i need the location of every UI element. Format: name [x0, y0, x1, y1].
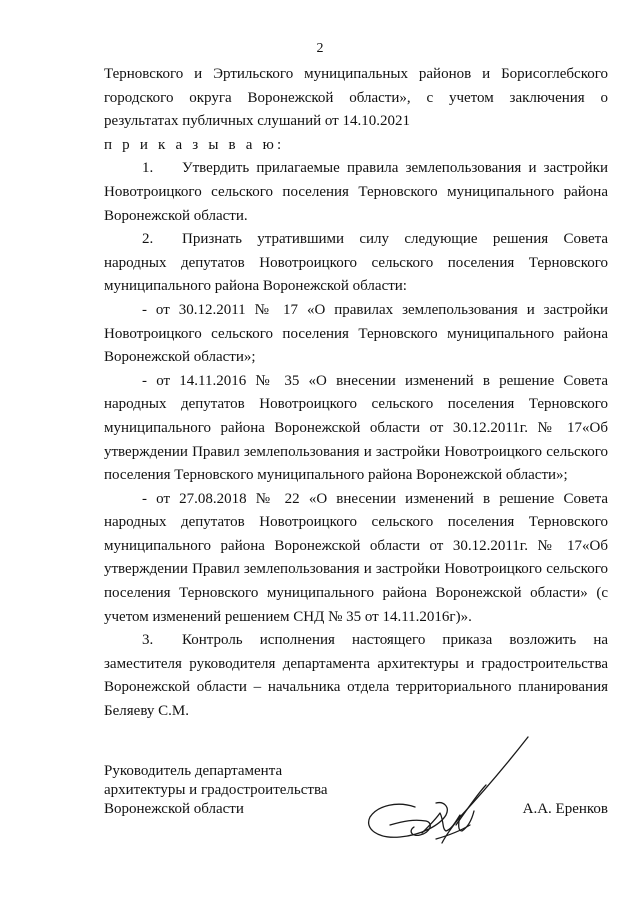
intro-line-1: Терновского и Эртильского муниципальных районов и Борисоглебского: [104, 66, 608, 82]
sub-item-2: - от 14.11.2016 № 35 «О внесении изменений в решение Совета народных депутатов Новотроицкого сельского поселения Терновского муниципального района Воронежской области от 30.12.2011г. № 17«Об утверждении Правил землепользования и застройки Новотроицкого сельского поселения Терновского муниципального района Воронежской области»;: [104, 372, 608, 484]
item-3: [104, 629, 608, 723]
position-line-1: Руководитель департамента: [104, 763, 283, 779]
item-2: [104, 228, 608, 299]
item-1-number: 1.: [142, 160, 154, 177]
position-line-2: архитектуры и градостроительства: [104, 782, 328, 798]
intro-line-3: результатах публичных слушаний от 14.10.2021: [104, 113, 410, 130]
document-body: [104, 63, 608, 724]
item-1: [104, 157, 608, 228]
item-2-number: 2.: [142, 231, 154, 248]
page-number: 2: [316, 41, 324, 56]
signatory-position: [104, 762, 327, 819]
intro-line-2: городского округа Воронежской области», с учетом заключения о: [104, 89, 608, 106]
item-2-text: Признать утратившими силу следующие решения Совета народных депутатов Новотроицкого сельского поселения Терновского муниципального района Воронежской области:: [104, 231, 608, 295]
order-word: п р и к а з ы в а ю:: [104, 136, 285, 153]
sub-item-3: - от 27.08.2018 № 22 «О внесении изменений в решение Совета народных депутатов Новотроицкого сельского поселения Терновского муниципального района Воронежской области от 30.12.2011г. № 17«Об утверждении Правил землепользования и застройки Новотроицкого сельского поселения Терновского муниципального района Воронежской области» (с учетом изменений решением СНД № 35 от 14.11.2016г)».: [104, 490, 608, 625]
item-3-text: Контроль исполнения настоящего приказа возложить на заместителя руководителя департамента архитектуры и градостроительства Воронежской области – начальника отдела территориального планирования Беляеву С.М.: [104, 632, 608, 720]
handwritten-signature: [360, 735, 530, 860]
sub-item-1: - от 30.12.2011 № 17 «О правилах землепользования и застройки Новотроицкого сельского поселения Терновского муниципального района Воронежской области»;: [104, 301, 608, 366]
position-line-3: Воронежской области: [104, 801, 244, 817]
item-3-number: 3.: [142, 632, 154, 649]
signatory-name: А.А. Еренков: [522, 801, 608, 817]
item-1-text: Утвердить прилагаемые правила землепользования и застройки Новотроицкого сельского поселения Терновского муниципального района Воронежской области.: [104, 160, 608, 224]
